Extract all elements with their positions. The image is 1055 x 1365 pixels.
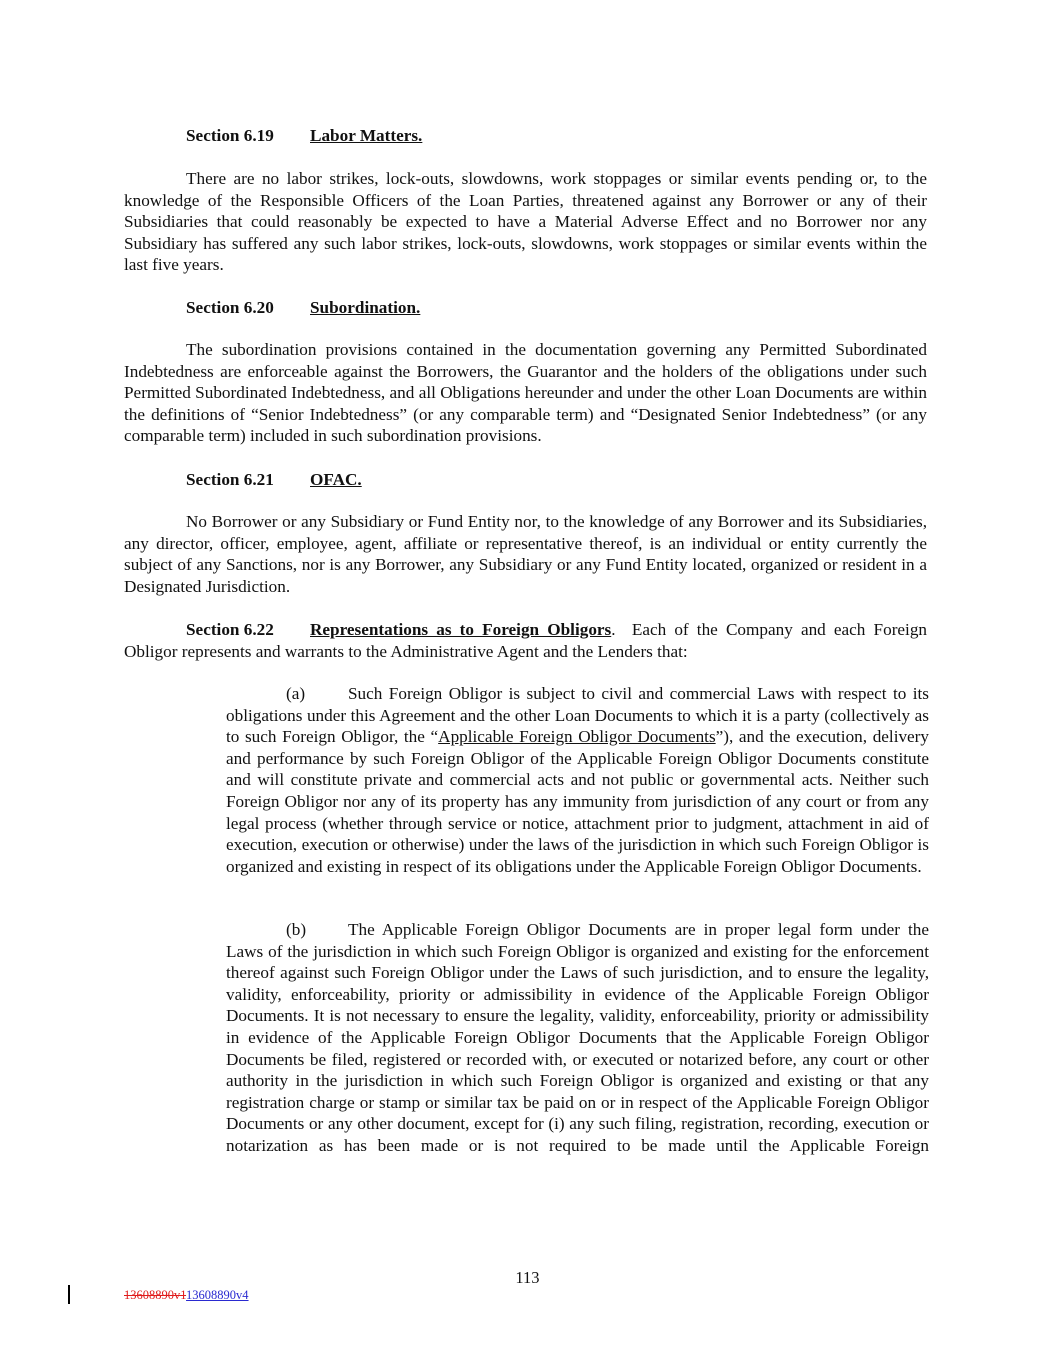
subparagraph-text: (a) Such Foreign Obligor is subject to civil and commercial Laws with respect to its obligations under this Agreement and the other Loan Documents to which it is a party (collectively as to such Foreign Obligor, the “Applicable Foreign Obligor Documents”), and the execution, delivery and performance by such Foreign Obligor of the Applicable Foreign Obligor Documents constitute and will constitute private and commercial acts and not public or governmental acts. Neither such Foreign Obligor nor any of its property has any immunity from jurisdiction of any court or from any legal process (whether through service or notice, attachment prior to judgment, attachment in aid of execution, execution or otherwise) under the laws of the jurisdiction in which such Foreign Obligor is organized and existing in respect of its obligations under the Applicable Foreign Obligor Documents. <box>226 684 930 876</box>
section-intro: Each of the Company and each Foreign Obligor represents and warrants to the Administrative Agent and the Lenders that: <box>124 620 928 661</box>
subparagraph-label: (b) <box>286 920 307 939</box>
section-heading <box>124 125 927 147</box>
section-paragraph: There are no labor strikes, lock-outs, slowdowns, work stoppages or similar events pending or, to the knowledge of the Responsible Officers of the Loan Parties, threatened against any Borrower or any of their Subsidiaries that could reasonably be expected to have a Material Adverse Effect and no Borrower nor any Subsidiary has suffered any such labor strikes, lock-outs, slowdowns, work stoppages or similar events within the last five years. <box>124 169 927 275</box>
section-number: Section 6.20 <box>186 298 274 317</box>
section-6-21 <box>124 469 927 491</box>
change-bar <box>68 1285 70 1304</box>
subparagraph-b <box>226 919 929 1157</box>
section-heading <box>124 469 927 491</box>
section-6-21-body <box>124 511 927 597</box>
section-6-22 <box>124 619 927 662</box>
section-title: Representations as to Foreign Obligors <box>310 620 612 639</box>
section-6-19-body <box>124 168 927 276</box>
subparagraph-text: (b) The Applicable Foreign Obligor Documents are in proper legal form under the Laws of the jurisdiction in which such Foreign Obligor is organized and existing for the enforcement thereof against such Foreign Obligor under the Laws of such jurisdiction, and to ensure the legality, validity, enforceability, priority or admissibility in evidence of the Applicable Foreign Obligor Documents. It is not necessary to ensure the legality, validity, enforceability, priority or admissibility in evidence of the Applicable Foreign Obligor Documents that the Applicable Foreign Obligor Documents be filed, registered or recorded with, or executed or notarized before, any court or other authority in the jurisdiction in which such Foreign Obligor is organized and existing or that any registration charge or stamp or similar tax be paid on or in respect of the Applicable Foreign Obligor Documents or any other document, except for (i) any such filing, registration, recording, execution or notarization as has been made or is not required to be made until the Applicable Foreign <box>226 920 929 1155</box>
deleted-doc-id: 13608890v1 <box>124 1288 187 1302</box>
defined-term: Applicable Foreign Obligor Documents <box>438 727 716 747</box>
section-title: OFAC. <box>310 470 362 489</box>
page-number: 113 <box>515 1268 540 1287</box>
section-heading <box>124 297 927 319</box>
section-6-20 <box>124 297 927 319</box>
section-number: Section 6.21 <box>186 470 274 489</box>
inserted-doc-id: 13608890v4 <box>186 1288 249 1302</box>
subparagraph-a <box>226 683 929 877</box>
section-title-suffix: . <box>611 620 616 639</box>
section-6-20-body <box>124 339 927 447</box>
section-paragraph: The subordination provisions contained in the documentation governing any Permitted Subordinated Indebtedness are enforceable against the Borrowers, the Guarantor and the holders of the obligations under such Permitted Subordinated Indebtedness, and all Obligations hereunder and under the other Loan Documents are within the definitions of “Senior Indebtedness” (or any comparable term) and “Designated Senior Indebtedness” (or any comparable term) included in such subordination provisions. <box>124 340 927 446</box>
section-6-19 <box>124 125 927 147</box>
document-id <box>124 1287 249 1303</box>
section-paragraph <box>124 619 927 662</box>
section-paragraph: No Borrower or any Subsidiary or Fund Entity nor, to the knowledge of any Borrower and its Subsidiaries, any director, officer, employee, agent, affiliate or representative thereof, is an individual or entity currently the subject of any Sanctions, nor is any Borrower, any Subsidiary or any Fund Entity located, organized or resident in a Designated Jurisdiction. <box>124 512 927 596</box>
subparagraph-label: (a) <box>286 684 306 703</box>
section-title: Labor Matters. <box>310 126 423 145</box>
section-title: Subordination. <box>310 298 421 317</box>
section-number: Section 6.19 <box>186 126 274 145</box>
section-number: Section 6.22 <box>186 620 274 639</box>
